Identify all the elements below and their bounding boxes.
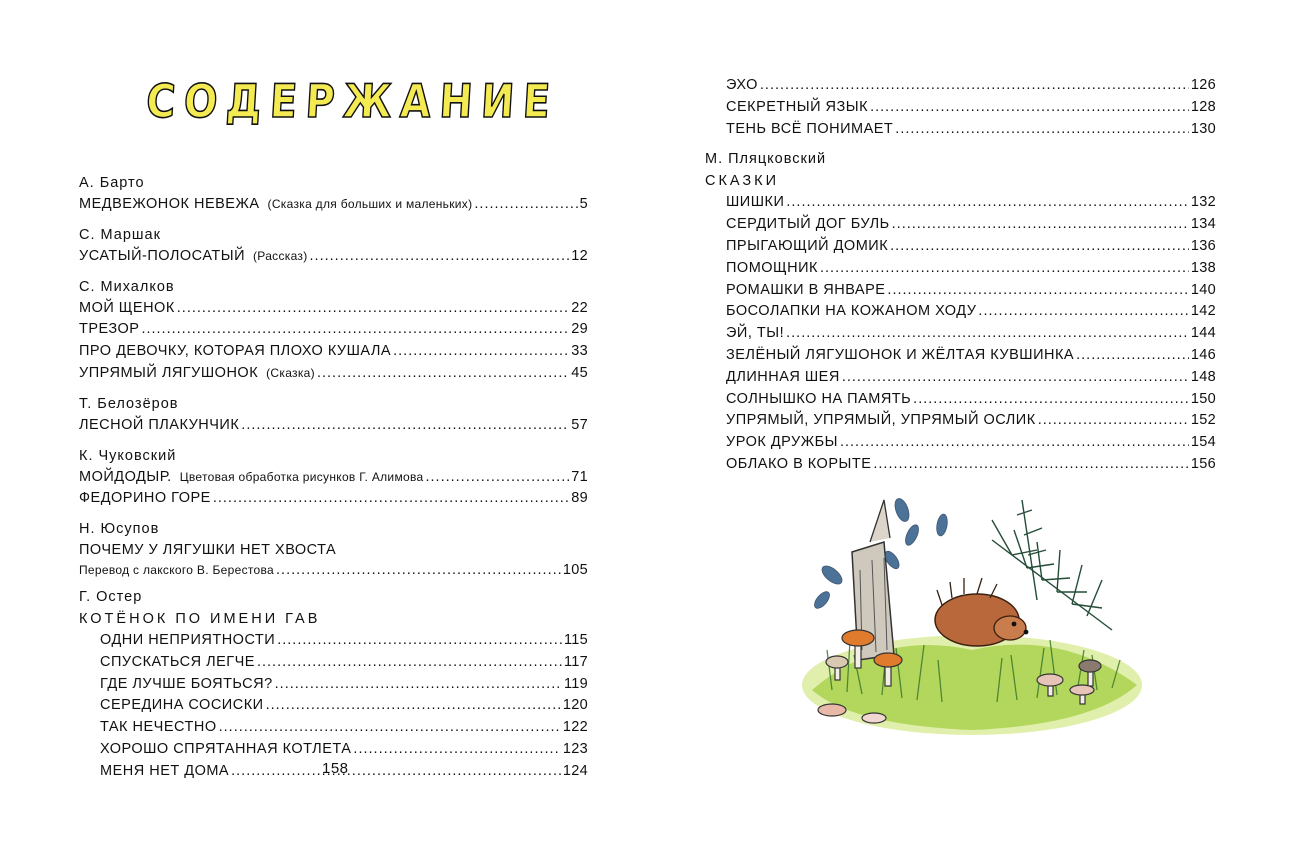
toc-entry[interactable] [705,301,1216,323]
toc-entry[interactable] [79,695,588,717]
toc-entry[interactable] [705,97,1216,119]
dot-leader [213,488,569,510]
entry-page: 120 [562,697,588,714]
dot-leader [353,739,560,761]
toc-entry[interactable] [79,717,588,739]
entry-subtitle: Цветовая обработка рисунков Г. Алимова [179,469,424,484]
entry-page: 71 [571,468,588,485]
toc-entry[interactable] [705,258,1216,280]
entry-page: 119 [563,675,588,692]
entry-title: МЕДВЕЖОНОК НЕВЕЖА [79,196,260,212]
entry-page: 148 [1190,368,1216,385]
toc-entry[interactable] [705,454,1216,476]
dot-leader [873,454,1189,476]
entry-page: 142 [1190,303,1216,320]
entry-page: 89 [571,490,588,507]
author-name: С. Михалков [79,278,175,295]
dot-leader [978,301,1188,323]
toc-entry[interactable] [705,345,1216,367]
entry-title: ТЕНЬ ВСЁ ПОНИМАЕТ [726,120,894,137]
dot-leader [1038,410,1189,432]
dot-leader [241,415,569,437]
entry-title[interactable]: ПОЧЕМУ У ЛЯГУШКИ НЕТ ХВОСТА [79,542,337,559]
entry-subtitle: (Сказка) [266,365,315,380]
entry-page: 115 [563,631,588,648]
toc-entry[interactable] [79,319,588,341]
entry-title: МЕНЯ НЕТ ДОМА [100,762,230,779]
toc-entry[interactable] [705,75,1216,97]
dot-leader [892,214,1189,236]
toc-entry[interactable] [79,341,588,363]
dot-leader [257,652,562,674]
toc-entry[interactable] [79,488,588,510]
entry-page: 122 [562,719,588,736]
toc-group-mikhalkov [79,276,588,385]
dot-leader [310,246,570,268]
toc-entry[interactable] [705,432,1216,454]
toc-group-belozerov [79,393,588,437]
right-toc-column [705,75,1216,476]
section-title: КОТЁНОК ПО ИМЕНИ ГАВ [79,610,321,627]
entry-page: 146 [1190,346,1216,363]
toc-entry[interactable] [705,410,1216,432]
entry-title: УРОК ДРУЖБЫ [726,434,838,451]
dot-leader [840,432,1189,454]
entry-page: 57 [571,416,588,433]
entry-title: МОЙ ЩЕНОК [79,299,175,316]
entry-title: ПРО ДЕВОЧКУ, КОТОРАЯ ПЛОХО КУШАЛА [79,343,392,360]
entry-page: 152 [1190,412,1216,429]
dot-leader [786,323,1189,345]
toc-entry[interactable] [79,630,588,652]
toc-entry[interactable] [79,652,588,674]
entry-subtitle: (Сказка для больших и маленьких) [267,197,473,211]
dot-leader [425,467,569,489]
entry-page: 154 [1190,434,1216,451]
entry-title: СЕРДИТЫЙ ДОГ БУЛЬ [726,216,890,233]
toc-group-chukovsky [79,445,588,511]
entry-title: ОДНИ НЕПРИЯТНОСТИ [100,631,276,648]
contents-title: СОДЕРЖАНИЕ [144,74,561,128]
entry-page: 132 [1190,194,1216,211]
toc-entry[interactable] [79,415,588,437]
entry-title: ЗЕЛЁНЫЙ ЛЯГУШОНОК И ЖЁЛТАЯ КУВШИНКА [726,346,1075,363]
toc-group-barto [79,172,588,216]
entry-subtitle: (Рассказ) [253,248,308,263]
toc-group-yusupov [79,518,588,582]
dot-leader [231,761,561,783]
author-name: М. Пляцковский [705,151,827,168]
entry-page: 134 [1190,216,1216,233]
toc-entry[interactable] [705,280,1216,302]
dot-leader [820,258,1189,280]
entry-title: ЛЕСНОЙ ПЛАКУНЧИК [79,416,240,433]
toc-entry[interactable] [705,192,1216,214]
page-number: 158 [322,760,349,777]
section-title: СКАЗКИ [705,173,780,190]
entry-title: ПОМОЩНИК [726,259,818,276]
dot-leader [266,695,561,717]
toc-group-marshak [79,224,588,268]
author-name: Г. Остер [79,588,143,605]
entry-page: 128 [1190,98,1216,115]
entry-title: УПРЯМЫЙ ЛЯГУШОНОК [79,364,259,381]
entry-page: 117 [563,653,588,670]
right-page [650,0,1300,851]
entry-page: 130 [1190,120,1216,137]
entry-page: 136 [1190,237,1216,254]
dot-leader [219,717,561,739]
entry-title: ЭЙ, ТЫ! [726,325,785,342]
toc-group-oster [79,586,588,783]
dot-leader [913,389,1189,411]
author-name: Н. Юсупов [79,521,160,538]
toc-entry[interactable] [705,236,1216,258]
entry-page: 138 [1190,259,1216,276]
entry-page: 123 [562,740,588,757]
entry-title: ФЕДОРИНО ГОРЕ [79,490,211,507]
entry-title: РОМАШКИ В ЯНВАРЕ [726,281,886,298]
dot-leader [870,97,1189,119]
toc-entry[interactable] [79,467,588,489]
entry-title: ДЛИННАЯ ШЕЯ [726,368,840,385]
dot-leader [1076,345,1189,367]
dot-leader [890,236,1189,258]
entry-title: СПУСКАТЬСЯ ЛЕГЧЕ [100,653,255,670]
left-toc-column [79,172,588,783]
entry-page: 140 [1190,281,1216,298]
toc-entry[interactable] [79,739,588,761]
toc-entry[interactable] [705,367,1216,389]
entry-title: ТАК НЕЧЕСТНО [100,719,217,736]
entry-title: СЕРЕДИНА СОСИСКИ [100,697,264,714]
entry-title: МОЙДОДЫР. [79,468,172,485]
dot-leader [895,119,1189,141]
entry-title: ХОРОШО СПРЯТАННАЯ КОТЛЕТА [100,740,352,757]
dot-leader [141,319,569,341]
dot-leader [275,674,562,696]
toc-entry[interactable] [705,214,1216,236]
entry-page: 156 [1190,455,1216,472]
entry-page: 12 [571,247,588,264]
toc-entry[interactable] [79,560,588,582]
toc-entry[interactable] [705,323,1216,345]
toc-entry[interactable] [79,194,588,216]
entry-page: 105 [562,562,588,579]
dot-leader [887,280,1188,302]
entry-title: СОЛНЫШКО НА ПАМЯТЬ [726,390,912,407]
toc-entry[interactable] [79,674,588,696]
entry-title: ГДЕ ЛУЧШЕ БОЯТЬСЯ? [100,675,273,692]
toc-entry[interactable] [79,363,588,385]
dot-leader [786,192,1189,214]
entry-page: 150 [1190,390,1216,407]
entry-page: 22 [571,299,588,316]
dot-leader [177,298,569,320]
dot-leader [277,630,562,652]
entry-page: 33 [571,343,588,360]
dot-leader [276,560,561,582]
entry-title: БОСОЛАПКИ НА КОЖАНОМ ХОДУ [726,303,977,320]
toc-entry[interactable] [705,389,1216,411]
entry-page: 5 [579,196,588,212]
toc-entry[interactable] [79,246,588,268]
author-name: С. Маршак [79,226,161,243]
entry-page: 144 [1190,325,1216,342]
author-name: А. Барто [79,175,145,191]
entry-page: 29 [571,321,588,338]
entry-page: 45 [571,364,588,381]
dot-leader [842,367,1189,389]
entry-title: ОБЛАКО В КОРЫТЕ [726,455,872,472]
author-name: К. Чуковский [79,447,177,464]
entry-page: 124 [562,762,588,779]
toc-group-plyatskovsky [705,148,1216,475]
toc-entry[interactable] [79,298,588,320]
toc-entry[interactable] [705,119,1216,141]
entry-title: ШИШКИ [726,194,785,211]
author-name: Т. Белозёров [79,395,179,412]
entry-title: УПРЯМЫЙ, УПРЯМЫЙ, УПРЯМЫЙ ОСЛИК [726,412,1036,429]
entry-title: ТРЕЗОР [79,321,140,338]
entry-title: ПРЫГАЮЩИЙ ДОМИК [726,237,889,254]
hedgehog-in-forest-illustration [792,480,1152,760]
dot-leader [393,341,569,363]
entry-subtitle: Перевод с лакского В. Берестова [79,563,275,578]
dot-leader [317,363,569,385]
toc-group-oster-continued [705,75,1216,140]
dot-leader [474,194,577,216]
entry-title: ЭХО [726,77,758,93]
entry-page: 126 [1190,77,1216,93]
entry-title: УСАТЫЙ-ПОЛОСАТЫЙ [79,247,245,264]
entry-title: СЕКРЕТНЫЙ ЯЗЫК [726,98,869,115]
dot-leader [760,75,1189,97]
